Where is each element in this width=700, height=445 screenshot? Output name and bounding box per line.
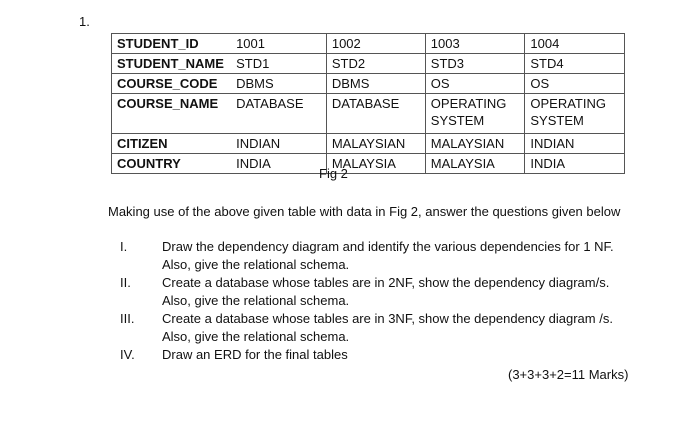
table-cell: STD1 — [231, 54, 326, 74]
table-row — [112, 154, 625, 174]
question-text: Draw an ERD for the final tables — [162, 347, 348, 362]
row-header: COUNTRY — [112, 154, 232, 174]
row-header: COURSE_NAME — [112, 94, 232, 131]
table-cell: INDIAN — [231, 134, 326, 154]
question-list — [100, 238, 635, 364]
table-cell: INDIA — [231, 154, 326, 174]
question-text: Create a database whose tables are in 3NF, show the dependency diagram /s. Also, give the relational schema. — [162, 311, 613, 344]
table-cell: MALAYSIAN — [326, 134, 425, 154]
table-cell: STD2 — [326, 54, 425, 74]
question-text: Create a database whose tables are in 2NF, show the dependency diagram/s. Also, give the relational schema. — [162, 275, 610, 308]
marks-allocation: (3+3+3+2=11 Marks) — [508, 367, 629, 382]
student-data-table — [111, 33, 625, 174]
table-row — [112, 134, 625, 154]
figure-caption: Fig 2 — [319, 166, 348, 181]
table-cell: 1002 — [326, 34, 425, 54]
table-cell: DATABASE — [231, 94, 326, 131]
row-header: COURSE_CODE — [112, 74, 232, 94]
table-cell: 1004 — [525, 34, 625, 54]
table-cell: DATABASE — [326, 94, 425, 131]
table-cell: INDIAN — [525, 134, 625, 154]
table-cell: STD4 — [525, 54, 625, 74]
table-row — [112, 34, 625, 54]
row-header: CITIZEN — [112, 134, 232, 154]
list-numeral: III. — [120, 311, 135, 326]
table-row — [112, 54, 625, 74]
table-cell: OPERATING SYSTEM — [525, 94, 625, 131]
table-cell: OS — [425, 74, 525, 94]
table-cell: STD3 — [425, 54, 525, 74]
list-item — [100, 310, 635, 346]
row-header: STUDENT_NAME — [112, 54, 232, 74]
list-numeral: IV. — [120, 347, 135, 362]
table-cell: 1003 — [425, 34, 525, 54]
list-numeral: I. — [120, 239, 128, 254]
list-numeral: II. — [120, 275, 131, 290]
table-row — [112, 74, 625, 94]
question-intro: Making use of the above given table with data in Fig 2, answer the questions given below — [108, 204, 621, 219]
table-cell: MALAYSIA — [425, 154, 525, 174]
question-text: Draw the dependency diagram and identify the various dependencies for 1 NF. Also, give the relational schema. — [162, 239, 614, 272]
table-cell: OS — [525, 74, 625, 94]
list-item — [100, 238, 635, 274]
list-item — [100, 274, 635, 310]
row-header: STUDENT_ID — [112, 34, 232, 54]
list-item — [100, 346, 635, 364]
table-cell: DBMS — [231, 74, 326, 94]
table-cell: 1001 — [231, 34, 326, 54]
table-row — [112, 94, 625, 131]
table-cell: INDIA — [525, 154, 625, 174]
question-number: 1. — [79, 14, 90, 29]
table-cell: OPERATING SYSTEM — [425, 94, 525, 131]
table-cell: MALAYSIA — [326, 154, 425, 174]
table-cell: DBMS — [326, 74, 425, 94]
table-cell: MALAYSIAN — [425, 134, 525, 154]
